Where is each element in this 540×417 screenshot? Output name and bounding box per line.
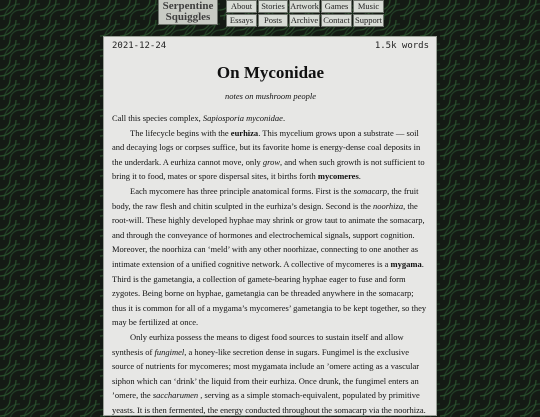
- nav-archive[interactable]: Archive: [290, 15, 319, 25]
- paragraph-3: Each mycomere has three principle anatomical forms. First is the somacarp, the fruit body, the raw flesh and chitin sculpted in the eurhiza’s design. Second is the noorhiza, the root-will. These highly developed hyphae may shrink or grow taut to animate the somacarp, and through the conveyance of hormones and electrochemical signals, support cognition. Moreover, the noorhiza can ‘meld’ with any other noorhizae, connecting to one another as intimate extension of a unified cognitive network. A collective of mycomeres is a mygama. Third is the gametangia, a collection of gamete-bearing hyphae eager to fuse and form zygotes. Being borne on hyphae, gametangia can be threaded anywhere in the somacarp; thus it is common for all of a mygama’s mycomeres’ gametangia to be kept together, so they may be fertilized at once.: [112, 185, 427, 328]
- page-subtitle: notes on mushroom people: [224, 91, 317, 101]
- article-body: [112, 111, 429, 417]
- main-nav: [226, 0, 384, 27]
- article: [103, 36, 437, 416]
- top-bar: [158, 0, 384, 27]
- paragraph-4: Only eurhiza possess the means to digest food sources to sustain itself and allow synthesis of fungimel, a honey-like secretion dense in sugars. Fungimel is the exclusive source of nutrients for mycomeres; most mygamata include an ’omere acting as a vascular siphon which can ‘drink’ the liquid from their eurhiza. Once drunk, the fungimel enters an ’omere, the saccharumen , serving as a simple stomach-equivalent, populated by primitive yeasts. It is then fermented, the energy conducted throughout the somacarp via the noorhiza.: [112, 331, 426, 415]
- logo-line-2: Squiggles: [165, 11, 211, 23]
- post-date: 2021-12-24: [112, 41, 167, 51]
- nav-posts[interactable]: Posts: [258, 14, 288, 27]
- site-logo[interactable]: [158, 0, 218, 25]
- nav-essays[interactable]: Essays: [226, 14, 257, 27]
- paragraph-1: Call this species complex, Sapiosporia myconidae.: [112, 113, 286, 123]
- logo-line-1: Serpentine: [162, 0, 214, 12]
- nav-music[interactable]: Music: [353, 0, 384, 13]
- nav-contact[interactable]: Contact: [321, 14, 352, 27]
- nav-games[interactable]: Games: [321, 0, 352, 13]
- nav-stories[interactable]: Stories: [258, 0, 288, 13]
- paragraph-2: The lifecycle begins with the eurhiza. This mycelium grows upon a substrate — soil and decaying logs or corpses suffice, but its favorite home is energy-dense coal deposits in the underdark. A eurhiza cannot move, only grow, and when such growth is not sufficient to bring it to food, mates or spore dispersal sites, it births forth mycomeres.: [112, 127, 425, 182]
- post-meta: [112, 41, 429, 51]
- nav-support[interactable]: Support: [353, 14, 384, 27]
- nav-about[interactable]: About: [226, 0, 257, 13]
- word-count: 1.5k words: [374, 41, 429, 51]
- nav-artwork[interactable]: Artwork: [290, 1, 319, 11]
- page-title: On Myconidae: [216, 63, 325, 82]
